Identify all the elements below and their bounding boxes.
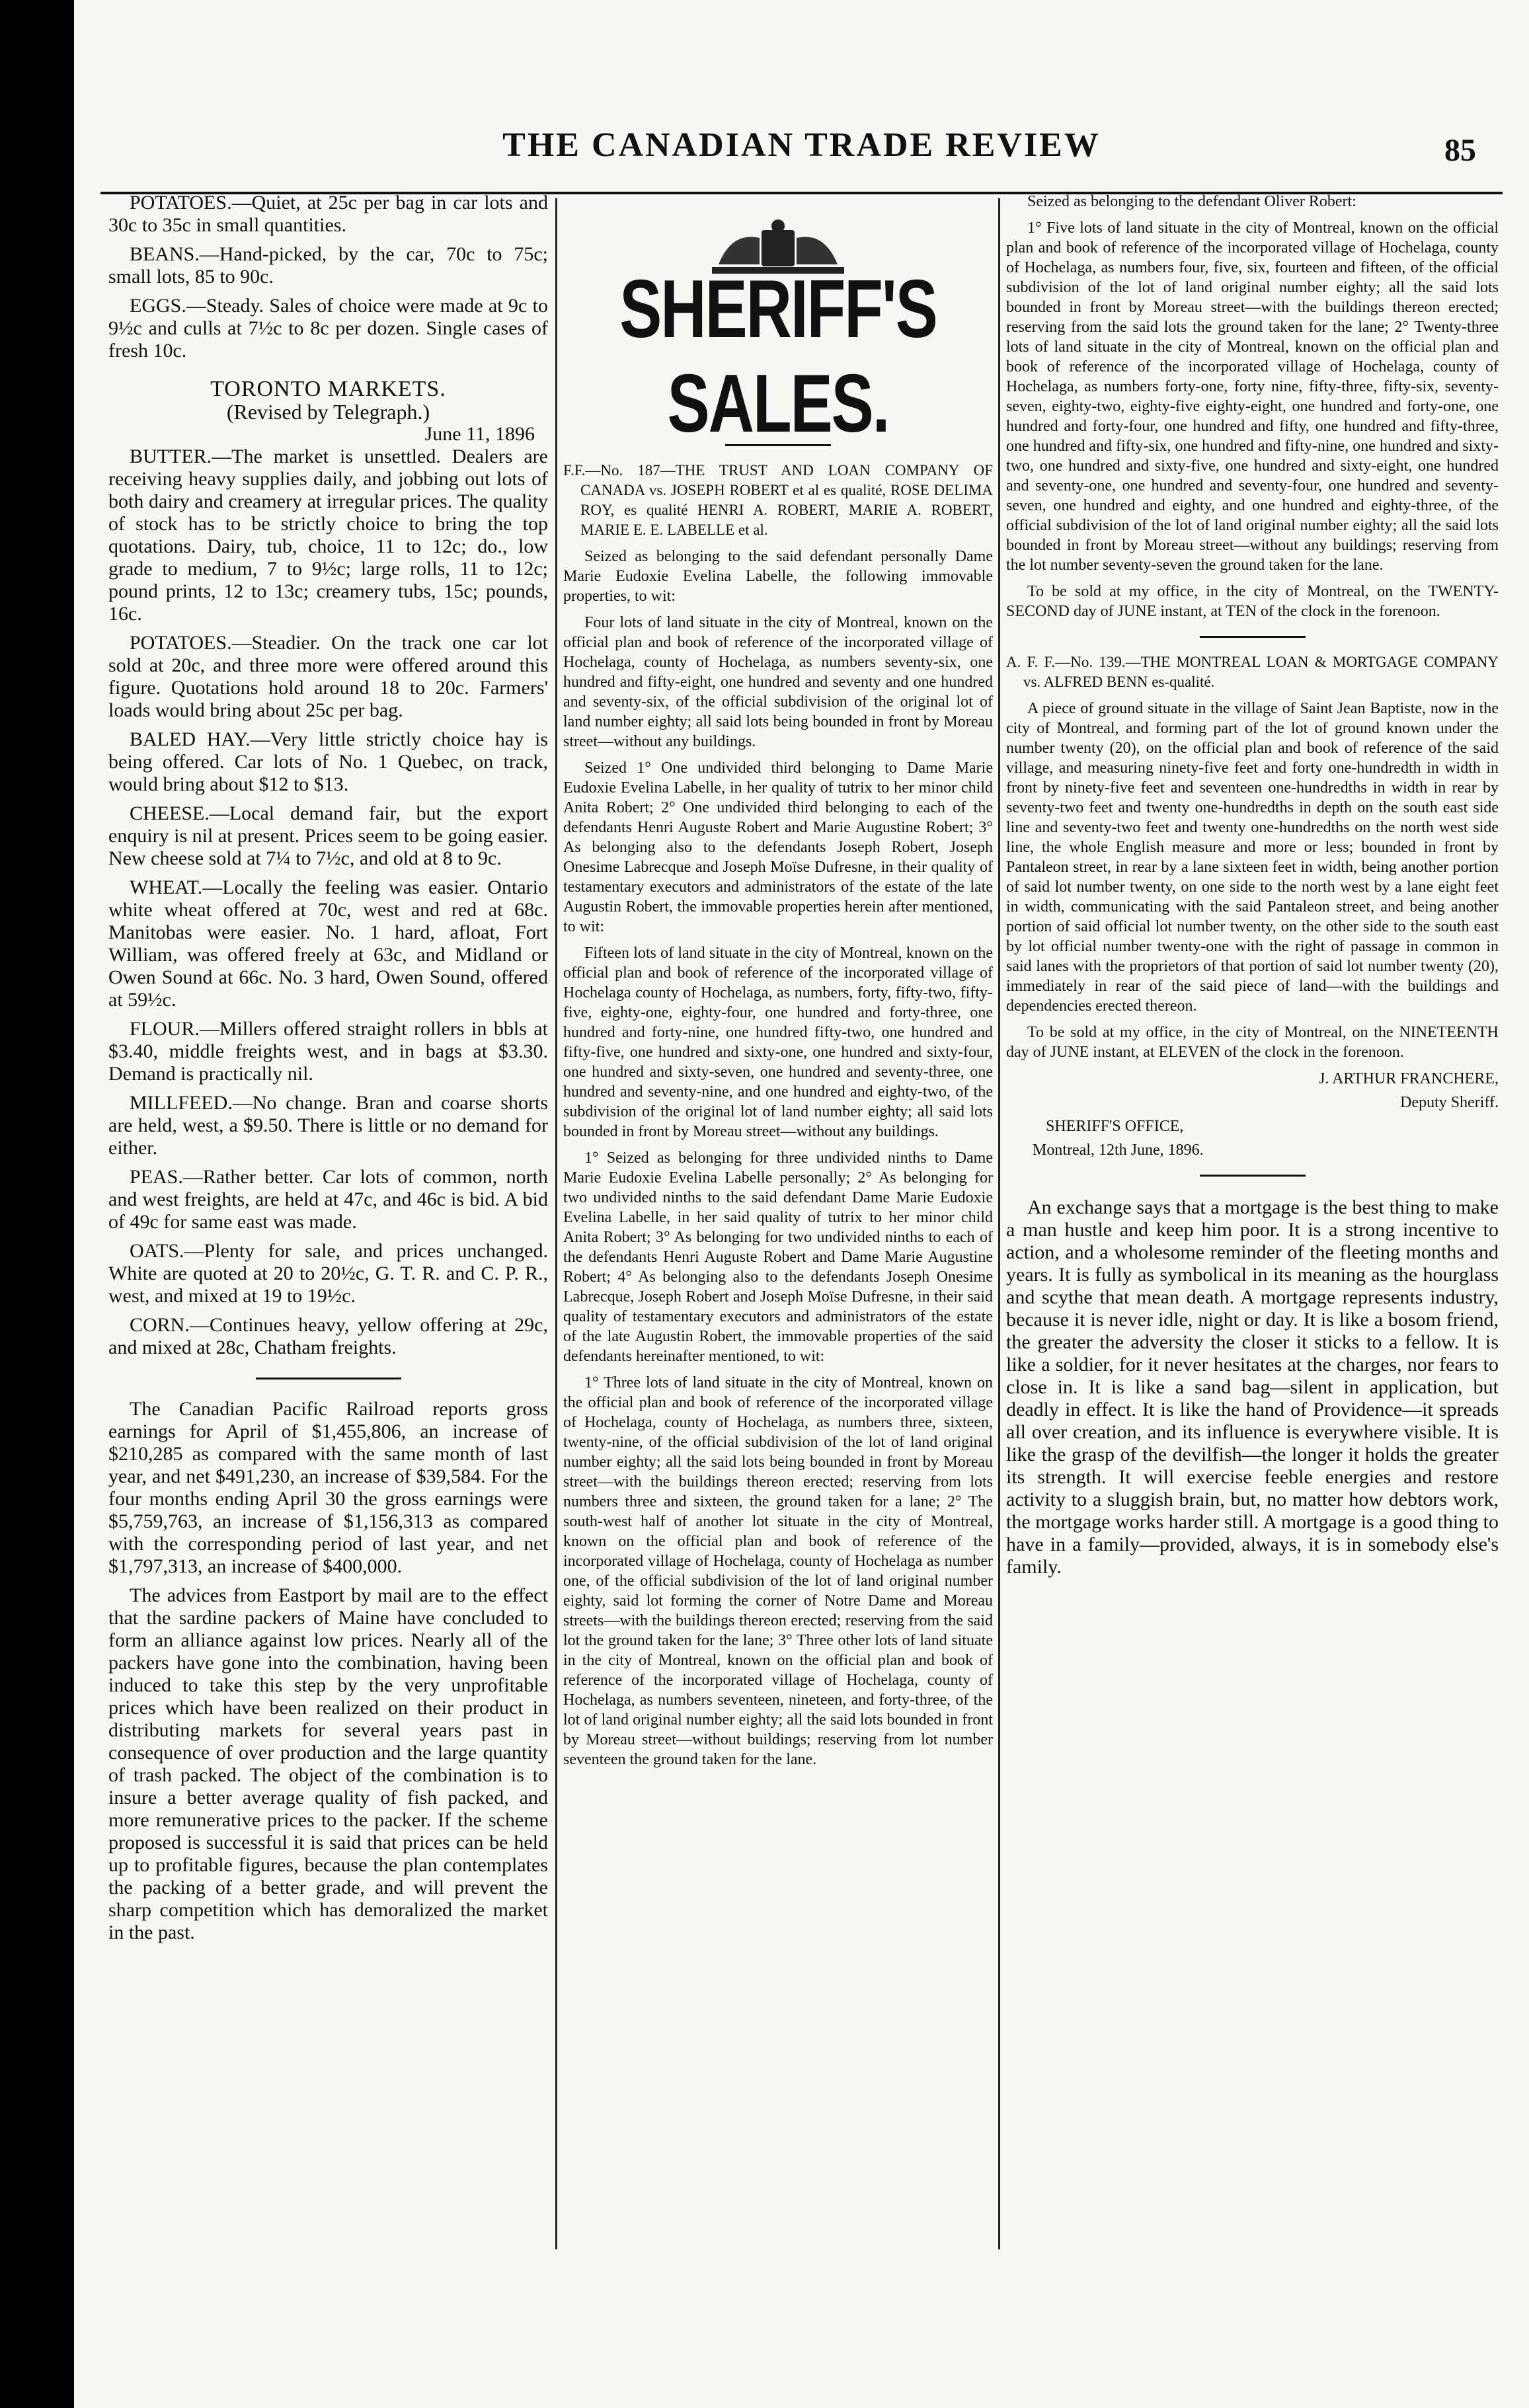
seizure-paragraph: 1° Seized as belonging for three undivided ninths to Dame Marie Eudoxie Evelina Labelle personally; 2° As belonging for two undivided ninths to the said defendant Dame Marie Eudoxie Evelina Labelle, in her said quality of tutrix to her minor child Anita Robert; 3° As belonging for two undivided ninths to each of the defendants Henri Auguste Robert and Dame Marie Augustine Robert; 4° As belonging also to the defendants Joseph Onesime Labrecque, Joseph Robert and Joseph Moïse Dufresne, in their said quality of testamentary executors and administrators of the estate of the late Augustin Robert, the immovable properties of the said defendants hereinafter mentioned, to wit: xyxy=(563,1149,993,1365)
section-rule xyxy=(1200,636,1306,638)
page-number: 85 xyxy=(1444,133,1476,168)
potatoes-paragraph: POTATOES.—Quiet, at 25c per bag in car lots and 30c to 35c in small quantities. xyxy=(108,192,548,236)
sale-notice: To be sold at my office, in the city of Montreal, on the TWENTY-SECOND day of JUNE instant, at TEN of the clock in the forenoon. xyxy=(1006,583,1499,620)
newspaper-page xyxy=(74,0,1529,2408)
column-markets xyxy=(108,192,548,2349)
page-header xyxy=(74,119,1529,192)
sale-notice: To be sold at my office, in the city of Montreal, on the NINETEENTH day of JUNE instant, at ELEVEN of the clock in the forenoon. xyxy=(1006,1024,1499,1061)
sheriffs-sales-title: SHERIFF'S SALES. xyxy=(619,263,937,450)
peas-paragraph: PEAS.—Rather better. Car lots of common, north and west freights, are held at 47c, and 46c is bid. A bid of 49c for same east was made. xyxy=(108,1166,548,1233)
column-sheriffs-sales xyxy=(563,192,993,2349)
eggs-paragraph: EGGS.—Steady. Sales of choice were made at 9c to 9½c and culls at 7½c to 8c per dozen. Single cases of fresh 10c. xyxy=(108,295,548,362)
cheese-paragraph: CHEESE.—Local demand fair, but the export enquiry is nil at present. Prices seem to be going easier. New cheese sold at 7¼ to 7½c, and old at 8 to 9c. xyxy=(108,802,548,869)
section-rule xyxy=(256,1378,401,1379)
wheat-paragraph: WHEAT.—Locally the feeling was easier. Ontario white wheat offered at 70c, west and red at 68c. Manitobas were easier. No. 1 hard, afloat, Fort William, was offered freely at 63c, and Midland or Owen Sound at 66c. No. 3 hard, Owen Sound, offered at 59½c. xyxy=(108,876,548,1011)
potatoes-paragraph: POTATOES.—Steadier. On the track one car lot sold at 20c, and three more were offered around this figure. Quotations hold around 18 to 20c. Farmers' loads would bring about 25c per bag. xyxy=(108,632,548,721)
toronto-markets-subheading: (Revised by Telegraph.) xyxy=(226,400,430,424)
column-sheriffs-sales-continued xyxy=(1006,192,1499,2349)
page-title: THE CANADIAN TRADE REVIEW xyxy=(502,126,1101,164)
column-divider xyxy=(555,198,557,2249)
seizure-paragraph: Seized 1° One undivided third belonging to Dame Marie Eudoxie Evelina Labelle, in her quality of tutrix to her minor child Anita Robert; 2° One undivided third belonging to each of the defendants Henri Auguste Robert and Marie Augustine Robert; 3° As belonging also to the defendants Joseph Robert, Joseph Onesime Labrecque and Joseph Moïse Dufresne, in their quality of testamentary executors and administrators of the estate of the late Augustin Robert, the immovable properties herein after mentioned, to wit: xyxy=(563,759,993,935)
column-divider xyxy=(998,198,1000,2249)
case-heading: A. F. F.—No. 139.—THE MONTREAL LOAN & MORTGAGE COMPANY vs. ALFRED BENN es-qualité. xyxy=(1006,654,1499,690)
cpr-earnings-paragraph: The Canadian Pacific Railroad reports gross earnings for April of $1,455,806, an increase of $210,285 as compared with the same month of last year, and net $491,230, an increase of $39,584. For the four months ending April 30 the gross earnings were $5,759,763, an increase of $1,156,313 as compared with the corresponding period of last year, and net $1,797,313, an increase of $400,000. xyxy=(108,1398,548,1577)
oats-paragraph: OATS.—Plenty for sale, and prices unchanged. White are quoted at 20 to 20½c, G. T. R. and C. P. R., west, and mixed at 19 to 19½c. xyxy=(108,1240,548,1307)
toronto-markets-date: June 11, 1896 xyxy=(424,423,535,445)
baled-hay-paragraph: BALED HAY.—Very little strictly choice hay is being offered. Car lots of No. 1 Quebec, on track, would bring about $12 to $13. xyxy=(108,728,548,795)
signature-title: Deputy Sheriff. xyxy=(1400,1094,1499,1111)
property-paragraph: A piece of ground situate in the village of Saint Jean Baptiste, now in the city of Montreal, and forming part of the lot of ground known under the number twenty (20), on the official plan and book of reference of the said village, and measuring ninety-five feet and forty one-hundredth in width in front by ninety-five feet and seventeen one-hundredths in width in rear by seventy-two feet and twenty one-hundredths in depth on the south east side line and seventy-two feet and twenty one-hundredths on the north west side line, the whole English measure and more or less; bounded in front by Pantaleon street, in rear by a lane sixteen feet in width, being another portion of said lot number twenty, on one side to the north west by a lane eight feet in width, communicating with the said Pantaleon street, and being another portion of said official lot number twenty, on the other side to the south east by lot official number twenty-one with the right of passage in common in said lanes with the proprietors of that portion of said lot number twenty (20), immediately in rear of the said piece of land—with the buildings and dependencies erected thereon. xyxy=(1006,700,1499,1015)
property-paragraph: 1° Three lots of land situate in the city of Montreal, known on the official plan and book of reference of the incorporated village of Hochelaga, county of Hochelaga, as numbers three, sixteen, twenty-nine, of the official subdivision of the lot of land original number eighty; all the said lots being bounded in front by Moreau street—with the buildings thereon erected; reserving from lots numbers three and sixteen, the ground taken for a lane; 2° The south-west half of another lot situate in the city of Montreal, known on the official plan and book of reference of the incorporated village of Hochelaga, county of Hochelaga as number one, of the official subdivision of the lot of land original number eighty, said lot forming the corner of Notre Dame and Moreau streets—with the buildings thereon erected; reserving from the said lot the ground taken for the lane; 3° Three other lots of land situate in the city of Montreal, known on the official plan and book of reference of the incorporated village of Hochelaga, county of Hochelaga, as numbers seventeen, nineteen, and forty-three, of the lot of land original number eighty; all the said lots bounded in front by Moreau street—without buildings; reserving from lot number seventeen the ground taken for the lane. xyxy=(563,1374,993,1768)
corn-paragraph: CORN.—Continues heavy, yellow offering at 29c, and mixed at 28c, Chatham freights. xyxy=(108,1314,548,1358)
millfeed-paragraph: MILLFEED.—No change. Bran and coarse shorts are held, west, a $9.50. There is little or no demand for either. xyxy=(108,1092,548,1159)
case-heading: F.F.—No. 187—THE TRUST AND LOAN COMPANY OF CANADA vs. JOSEPH ROBERT et al es qualité, ROSE DELIMA ROY, es qualité HENRI A. ROBERT, MARIE A. ROBERT, MARIE E. E. LABELLE et al. xyxy=(563,462,993,538)
beans-paragraph: BEANS.—Hand-picked, by the car, 70c to 75c; small lots, 85 to 90c. xyxy=(108,243,548,288)
property-paragraph: 1° Five lots of land situate in the city of Montreal, known on the official plan and book of reference of the incorporated village of Hochelaga, county of Hochelaga, as numbers four, five, six, fourteen and fifteen, of the official subdivision of the lot of land original number eighty; all the said lots bounded in front by Moreau street—with the buildings thereon erected; reserving from the said lots the ground taken for the lane; 2° Twenty-three lots of land situate in the city of Montreal, known on the official plan and book of reference of the incorporated village of Hochelaga, county of Hochelaga, as numbers forty-one, forty nine, fifty-three, fifty-six, seventy-seven, eighty-two, eighty-five eighty-eight, one hundred and forty-one, one hundred and forty-four, one hundred and fifty, one hundred and fifty-three, one hundred and fifty-six, one hundred and fifty-nine, one hundred and sixty-two, one hundred and sixty-five, one hundred and sixty-eight, one hundred and seventy-one, one hundred and seventy-four, one hundred and seventy-seven, one hundred and eighty, and one hundred and eighty-three, of the official subdivision of the lot of land original number eighty; all the said lots bounded in front by Moreau street—without any buildings; reserving from the lot number seventy-seven the ground taken for the lane. xyxy=(1006,219,1499,574)
butter-paragraph: BUTTER.—The market is unsettled. Dealers are receiving heavy supplies daily, and jobbing out lots of both dairy and creamery at irregular prices. The quality of stock has to be strictly choice to bring the top quotations. Dairy, tub, choice, 11 to 12c; do., low grade to medium, 7 to 9½c; large rolls, 11 to 12c; pound prints, 12 to 13c; creamery tubs, 15c; pounds, 16c. xyxy=(108,446,548,625)
section-rule xyxy=(1200,1175,1306,1177)
seizure-paragraph: Seized as belonging to the defendant Oliver Robert: xyxy=(1027,193,1356,210)
mortgage-exchange-paragraph: An exchange says that a mortgage is the best thing to make a man hustle and keep him poor. It is a strong incentive to action, and a wholesome reminder of the fleeting months and years. It is fully as symbolical in its meaning as the hourglass and scythe that mean death. A mortgage represents industry, because it is never idle, night or day. It is like a bosom friend, the greater the adversity the closer it sticks to a fellow. It is like a soldier, for it never hesitates at the charges, nor fears to close in. It is like a sand bag—silent in application, but deadly in effect. It is like the hand of Providence—it spreads all over creation, and its influence is everywhere visible. It is like the grasp of the devilfish—the longer it holds the greater its strength. It will exercise feeble energies and restore activity to a sluggish brain, but, no matter how debtors work, the mortgage works harder still. A mortgage is a good thing to have in a family—provided, always, it is in somebody else's family. xyxy=(1006,1196,1499,1578)
signature-office: SHERIFF'S OFFICE, xyxy=(1046,1118,1184,1135)
property-paragraph: Fifteen lots of land situate in the city of Montreal, known on the official plan and book of reference of the incorporated village of Hochelaga county of Hochelaga, as numbers, forty, fifty-two, fifty-five, eighty-one, eighty-four, one hundred and forty-three, one hundred and forty-nine, one hundred fifty-two, one hundred and fifty-five, one hundred and sixty-one, one hundred and sixty-four, one hundred and sixty-seven, one hundred and seventy-three, one hundred and seventy-nine, and one hundred and eighty-two, of the subdivision of the original lot of land number eighty; all said lots bounded in front by Moreau street—without any buildings. xyxy=(563,945,993,1140)
property-paragraph: Four lots of land situate in the city of Montreal, known on the official plan and book of reference of the incorporated village of Hochelaga, county of Hochelaga, as numbers seventy-six, one hundred and fifty-eight, one hundred and seventy and one hundred and seventy-six, of the official subdivision of the original lot of land number eighty; all said lots being bounded in front by Moreau street—without any buildings. xyxy=(563,614,993,750)
signature-name: J. ARTHUR FRANCHERE, xyxy=(1319,1070,1499,1087)
sardine-packers-paragraph: The advices from Eastport by mail are to the effect that the sardine packers of Maine have concluded to form an alliance against low prices. Nearly all of the packers have gone into the combination, having been induced to take this step by the very unprofitable prices which have been realized on their product in distributing markets for several years past in consequence of over production and the large quantity of trash packed. The object of the combination is to insure a better average quality of fish packed, and more remunerative prices to the packer. If the scheme proposed is successful it is said that prices can be held up to profitable figures, because the plan contemplates the packing of a better grade, and will prevent the sharp competition which has demoralized the market in the past. xyxy=(108,1584,548,1943)
flour-paragraph: FLOUR.—Millers offered straight rollers in bbls at $3.40, middle freights west, and in bags at $3.30. Demand is practically nil. xyxy=(108,1018,548,1085)
signature-place-date: Montreal, 12th June, 1896. xyxy=(1033,1142,1204,1159)
seizure-paragraph: Seized as belonging to the said defendant personally Dame Marie Eudoxie Evelina Labelle, the following immovable properties, to wit: xyxy=(563,548,993,605)
toronto-markets-heading: TORONTO MARKETS. xyxy=(210,377,446,401)
